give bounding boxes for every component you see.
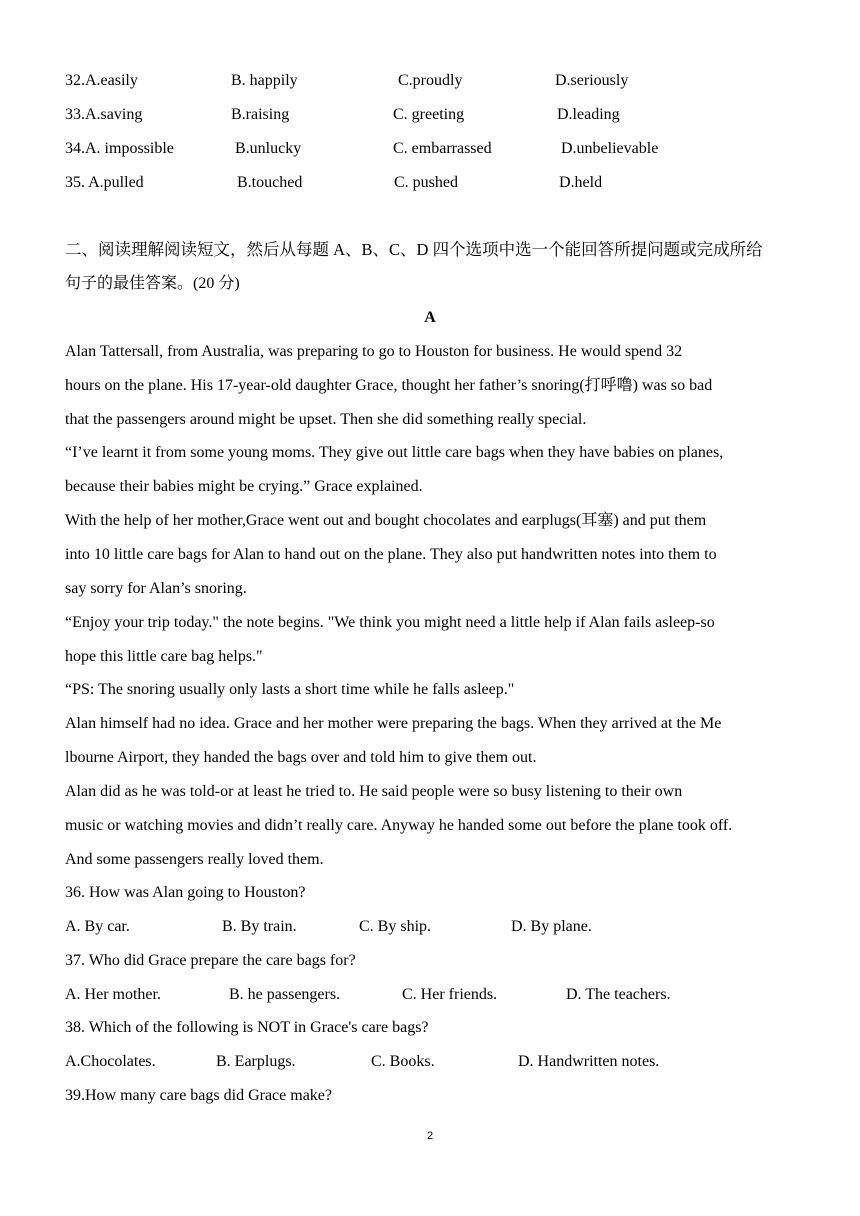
passage-line: And some passengers really loved them. [65, 851, 324, 868]
passage-line: Alan himself had no idea. Grace and her mother were preparing the bags. When they arrived at the Me [65, 715, 722, 732]
option-a: 32.A.easily [65, 72, 138, 89]
passage-line: that the passengers around might be upset. Then she did something really special. [65, 411, 587, 428]
passage-line: hours on the plane. His 17-year-old daughter Grace, thought her father’s snoring(打呼噜) was so bad [65, 377, 713, 394]
page-number: 2 [426, 1130, 434, 1142]
answer-option-c: C. Books. [371, 1053, 435, 1070]
question-text: 38. Which of the following is NOT in Grace's care bags? [65, 1019, 429, 1036]
option-b: B.unlucky [235, 140, 302, 157]
answer-option-b: B. Earplugs. [216, 1053, 296, 1070]
passage-line: Alan did as he was told-or at least he tried to. He said people were so busy listening to their own [65, 783, 683, 800]
passage-line: music or watching movies and didn’t really care. Anyway he handed some out before the plane took off. [65, 817, 733, 834]
option-a: 34.A. impossible [65, 140, 174, 157]
answer-option-d: D. The teachers. [566, 986, 671, 1003]
passage-line: say sorry for Alan’s snoring. [65, 580, 247, 597]
answer-option-d: D. Handwritten notes. [518, 1053, 660, 1070]
passage-line: hope this little care bag helps." [65, 648, 263, 665]
section-heading-line-1: 二、阅读理解阅读短文，然后从每题 A、B、C、D 四个选项中选一个能回答所提问题或完成所给 [65, 240, 763, 259]
option-d: D.leading [557, 106, 620, 123]
option-d: D.seriously [555, 72, 629, 89]
option-a: 33.A.saving [65, 106, 143, 123]
passage-line: because their babies might be crying.” Grace explained. [65, 478, 423, 495]
question-text: 39.How many care bags did Grace make? [65, 1087, 332, 1104]
answer-option-a: A. Her mother. [65, 986, 161, 1003]
passage-line: With the help of her mother,Grace went out and bought chocolates and earplugs(耳塞) and put them [65, 512, 707, 529]
answer-option-c: C. Her friends. [402, 986, 498, 1003]
option-b: B.touched [237, 174, 303, 191]
section-heading-line-2: 句子的最佳答案。(20 分) [65, 275, 240, 292]
answer-option-a: A. By car. [65, 918, 130, 935]
answer-option-b: B. By train. [222, 918, 297, 935]
option-c: C.proudly [398, 72, 463, 89]
option-d: D.unbelievable [561, 140, 659, 157]
answer-option-c: C. By ship. [359, 918, 432, 935]
option-c: C. embarrassed [393, 140, 492, 157]
answer-option-d: D. By plane. [511, 918, 592, 935]
option-c: C. greeting [393, 106, 465, 123]
option-d: D.held [559, 174, 603, 191]
option-c: C. pushed [394, 174, 458, 191]
option-b: B. happily [231, 72, 298, 89]
answer-option-a: A.Chocolates. [65, 1053, 156, 1070]
passage-line: “Enjoy your trip today." the note begins. "We think you might need a little help if Alan fails asleep-so [65, 614, 715, 631]
passage-line: “PS: The snoring usually only lasts a short time while he falls asleep." [65, 681, 515, 698]
option-a: 35. A.pulled [65, 174, 144, 191]
passage-line: Alan Tattersall, from Australia, was preparing to go to Houston for business. He would spend 32 [65, 343, 683, 360]
question-text: 37. Who did Grace prepare the care bags for? [65, 952, 356, 969]
question-text: 36. How was Alan going to Houston? [65, 884, 306, 901]
passage-line: “I’ve learnt it from some young moms. They give out little care bags when they have babies on planes, [65, 444, 724, 461]
option-b: B.raising [231, 106, 290, 123]
passage-line: lbourne Airport, they handed the bags over and told him to give them out. [65, 749, 537, 766]
passage-letter: A [424, 309, 436, 326]
answer-option-b: B. he passengers. [229, 986, 341, 1003]
passage-line: into 10 little care bags for Alan to hand out on the plane. They also put handwritten notes into them to [65, 546, 717, 563]
